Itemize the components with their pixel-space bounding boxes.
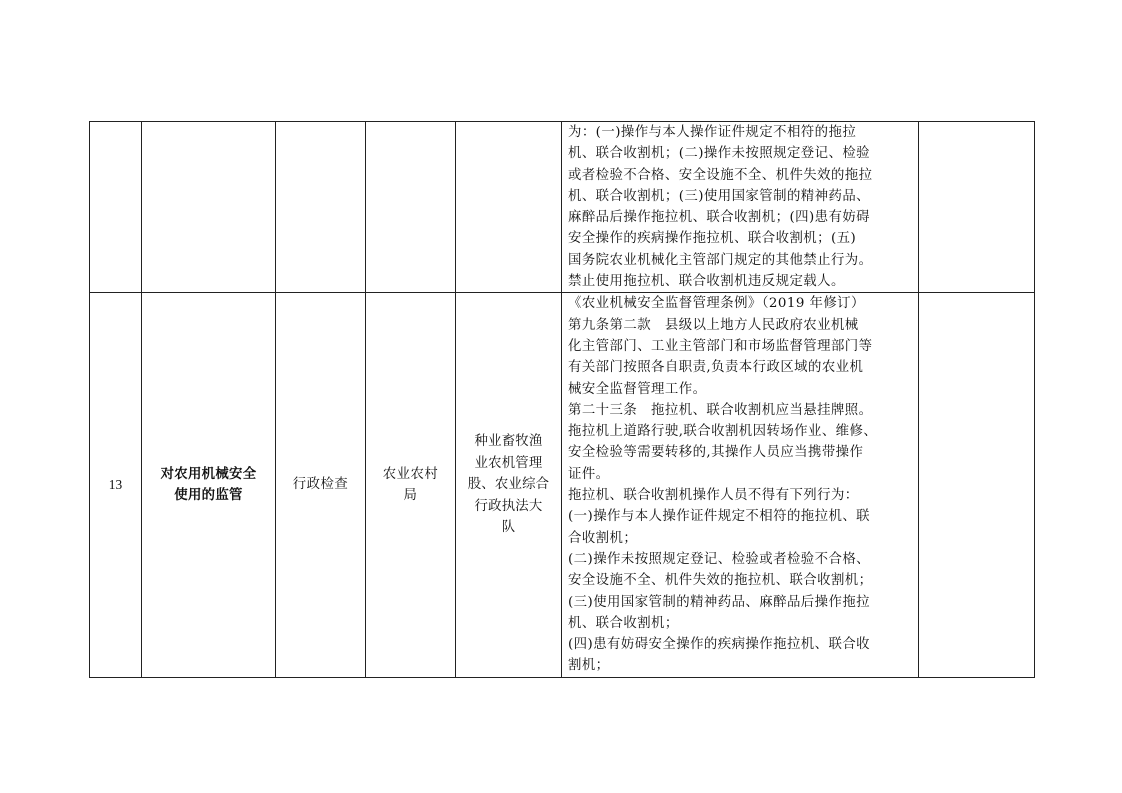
basis-line: 禁止使用拖拉机、联合收割机违反规定载人。 xyxy=(568,274,845,290)
unit-cell xyxy=(456,293,562,677)
basis-line: 安全设施不全、机件失效的拖拉机、联合收割机； xyxy=(568,573,873,589)
item-name-line: 使用的监管 xyxy=(174,488,243,504)
basis-line: 安全操作的疾病操作拖拉机、联合收割机；(五) xyxy=(568,231,857,247)
item-name-cell xyxy=(142,293,276,677)
unit-line: 种业畜牧渔 xyxy=(474,434,543,450)
table-row-continued xyxy=(90,122,1035,293)
department-cell xyxy=(366,122,456,293)
item-name-line: 对农用机械安全 xyxy=(160,467,257,483)
number-cell xyxy=(90,122,142,293)
basis-line: 为：(一)操作与本人操作证件规定不相符的拖拉 xyxy=(568,125,857,140)
unit-cell xyxy=(456,122,562,293)
basis-line: 合收割机； xyxy=(568,530,638,546)
category-cell: 行政检查 xyxy=(276,293,366,677)
basis-line: 第二十三条 拖拉机、联合收割机应当悬挂牌照。 xyxy=(568,402,873,418)
unit-line: 股、农业综合 xyxy=(467,477,550,493)
basis-line: (四)患有妨碍安全操作的疾病操作拖拉机、联合收 xyxy=(568,637,870,653)
power-list-table xyxy=(89,121,1035,678)
basis-line: 机、联合收割机；(三)使用国家管制的精神药品、 xyxy=(568,188,870,204)
legal-basis-cell xyxy=(562,293,919,677)
unit-line: 行政执法大 xyxy=(474,498,543,514)
department xyxy=(366,464,455,507)
basis-line: 机、联合收割机；(二)操作未按照规定登记、检验 xyxy=(568,146,870,162)
basis-line: 拖拉机上道路行驶,联合收割机因转场作业、维修、 xyxy=(568,424,878,440)
legal-basis-text xyxy=(568,293,915,676)
basis-line: 国务院农业机械化主管部门规定的其他禁止行为。 xyxy=(568,252,873,268)
basis-line: 安全检验等需要转移的,其操作人员应当携带操作 xyxy=(568,445,864,461)
basis-line: 或者检验不合格、安全设施不全、机件失效的拖拉 xyxy=(568,167,873,183)
item-name xyxy=(142,464,275,506)
basis-line: 化主管部门、工业主管部门和市场监督管理部门等 xyxy=(568,338,873,354)
basis-line: 《农业机械安全监督管理条例》（2019 年修订） xyxy=(568,296,865,312)
department-line: 局 xyxy=(403,488,418,504)
number-cell: 13 xyxy=(90,293,142,677)
unit-line: 队 xyxy=(501,520,516,536)
basis-line: 机、联合收割机； xyxy=(568,615,679,631)
department-line: 农业农村 xyxy=(382,466,439,482)
responsible-unit xyxy=(456,431,561,539)
remarks-cell xyxy=(919,122,1035,293)
legal-basis-cell xyxy=(562,122,919,293)
legal-basis-text xyxy=(568,122,915,292)
basis-line: (二)操作未按照规定登记、检验或者检验不合格、 xyxy=(568,551,870,567)
category-cell xyxy=(276,122,366,293)
basis-line: 麻醉品后操作拖拉机、联合收割机；(四)患有妨碍 xyxy=(568,210,870,226)
basis-line: (一)操作与本人操作证件规定不相符的拖拉机、联 xyxy=(568,509,870,525)
department-cell xyxy=(366,293,456,677)
item-name-cell xyxy=(142,122,276,293)
basis-line: 械安全监督管理工作。 xyxy=(568,381,707,397)
basis-line: 证件。 xyxy=(568,466,610,482)
basis-line: 拖拉机、联合收割机操作人员不得有下列行为： xyxy=(568,488,859,504)
basis-line: (三)使用国家管制的精神药品、麻醉品后操作拖拉 xyxy=(568,594,870,610)
table-row-13 xyxy=(90,293,1035,677)
basis-line: 第九条第二款 县级以上地方人民政府农业机械 xyxy=(568,317,859,333)
basis-line: 割机； xyxy=(568,658,610,674)
remarks-cell xyxy=(919,293,1035,677)
basis-line: 有关部门按照各自职责,负责本行政区域的农业机 xyxy=(568,360,864,376)
unit-line: 业农机管理 xyxy=(474,455,543,471)
